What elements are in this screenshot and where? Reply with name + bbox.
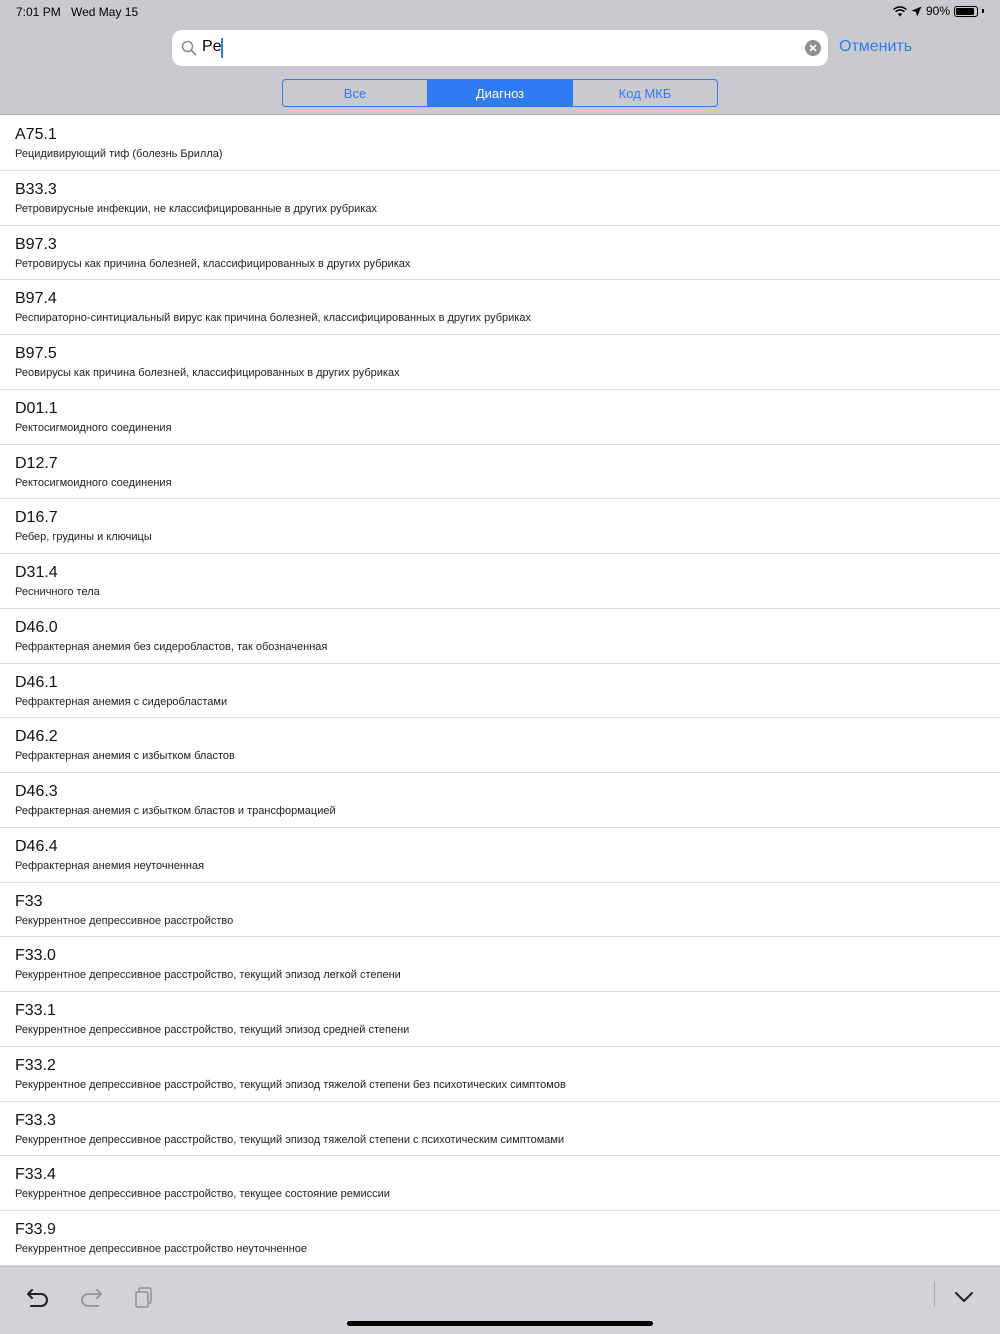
diagnosis-description: Ребер, грудины и ключицы [15, 531, 152, 544]
filter-segmented-control [282, 79, 718, 107]
search-icon [180, 39, 198, 57]
diagnosis-description: Рекуррентное депрессивное расстройство, текущий эпизод легкой степени [15, 969, 401, 982]
icd-code: F33.0 [15, 947, 56, 965]
list-item[interactable] [0, 937, 1000, 992]
paste-icon [133, 1285, 155, 1309]
list-item[interactable] [0, 171, 1000, 226]
list-item[interactable] [0, 554, 1000, 609]
paste-button[interactable] [130, 1283, 158, 1311]
diagnosis-description: Рекуррентное депрессивное расстройство, текущий эпизод тяжелой степени с психотическим симптомами [15, 1133, 565, 1146]
toolbar-divider [934, 1281, 935, 1307]
diagnosis-description: Ректосигмоидного соединения [15, 421, 172, 434]
icd-code: F33.4 [15, 1166, 56, 1184]
diagnosis-description: Рецидивирующий тиф (болезнь Брилла) [15, 148, 223, 160]
list-item[interactable] [0, 1102, 1000, 1157]
list-item[interactable] [0, 718, 1000, 773]
diagnosis-description: Рекуррентное депрессивное расстройство, текущий эпизод тяжелой степени без психотических симптомов [15, 1078, 566, 1091]
diagnosis-description: Ретровирусы как причина болезней, классифицированных в других рубриках [15, 257, 411, 270]
icd-code: F33 [15, 892, 43, 910]
home-indicator [347, 1321, 653, 1326]
list-item[interactable] [0, 226, 1000, 281]
list-item[interactable] [0, 828, 1000, 883]
icd-code: B33.3 [15, 180, 57, 198]
search-field[interactable] [172, 30, 828, 66]
icd-code: B97.5 [15, 345, 57, 362]
icd-code: B97.3 [15, 235, 57, 253]
segment-diagnosis[interactable]: Диагноз [428, 80, 573, 106]
list-item[interactable] [0, 883, 1000, 938]
text-caret [221, 38, 223, 58]
icd-code: D46.0 [15, 618, 58, 636]
chevron-down-icon [953, 1290, 975, 1304]
icd-code: F33.9 [15, 1221, 56, 1238]
list-item[interactable] [0, 609, 1000, 664]
list-item[interactable] [0, 335, 1000, 390]
diagnosis-description: Рекуррентное депрессивное расстройство неуточненное [15, 1243, 307, 1255]
diagnosis-description: Рефрактерная анемия с избытком бластов [15, 750, 235, 763]
list-item[interactable] [0, 1156, 1000, 1211]
undo-icon [25, 1285, 51, 1309]
diagnosis-description: Рекуррентное депрессивное расстройство, текущий эпизод средней степени [15, 1024, 410, 1036]
diagnosis-description: Рефрактерная анемия неуточненная [15, 859, 205, 872]
icd-code: F33.3 [15, 1111, 56, 1129]
icd-code: D12.7 [15, 454, 58, 472]
icd-code: F33.2 [15, 1056, 56, 1074]
location-icon [911, 6, 922, 17]
icd-code: D01.1 [15, 399, 58, 417]
diagnosis-description: Рекуррентное депрессивное расстройство, текущее состояние ремиссии [15, 1188, 390, 1201]
status-time: 7:01 PM [16, 5, 61, 19]
list-item[interactable] [0, 1047, 1000, 1102]
icd-code: D46.4 [15, 837, 58, 855]
icd-code: A75.1 [15, 126, 57, 143]
icd-code: D16.7 [15, 509, 58, 527]
redo-icon [78, 1285, 104, 1309]
diagnosis-description: Респираторно-синтициальный вирус как причина болезней, классифицированных в других рубриках [15, 312, 531, 325]
diagnosis-description: Реовирусы как причина болезней, классифицированных в других рубриках [15, 367, 400, 379]
list-item[interactable] [0, 445, 1000, 500]
icd-code: D46.1 [15, 673, 58, 691]
icd-code: D31.4 [15, 564, 58, 581]
cancel-button[interactable]: Отменить [839, 38, 913, 55]
diagnosis-description: Ретровирусные инфекции, не классифицированные в других рубриках [15, 202, 377, 215]
close-icon [809, 44, 817, 52]
battery-icon [954, 6, 978, 17]
list-item[interactable] [0, 664, 1000, 719]
list-item[interactable] [0, 390, 1000, 445]
battery-tip [982, 9, 984, 13]
icd-code: B97.4 [15, 290, 57, 308]
list-item[interactable] [0, 992, 1000, 1047]
diagnosis-description: Ресничного тела [15, 586, 100, 598]
segment-icd-code[interactable]: Код МКБ [618, 85, 672, 101]
icd-code: F33.1 [15, 1002, 56, 1019]
undo-button[interactable] [24, 1283, 52, 1311]
search-input[interactable] [202, 38, 782, 56]
diagnosis-description: Рефрактерная анемия с избытком бластов и трансформацией [15, 805, 336, 817]
clear-search-button[interactable] [805, 40, 821, 56]
diagnosis-description: Рефрактерная анемия без сидеробластов, так обозначенная [15, 640, 328, 653]
segment-all[interactable]: Все [283, 80, 428, 106]
redo-button[interactable] [77, 1283, 105, 1311]
list-item[interactable] [0, 773, 1000, 828]
dismiss-keyboard-button[interactable] [950, 1283, 978, 1311]
list-item[interactable] [0, 116, 1000, 171]
diagnosis-description: Рекуррентное депрессивное расстройство [15, 914, 234, 927]
list-item[interactable] [0, 280, 1000, 335]
battery-percent: 90% [925, 4, 950, 18]
list-item[interactable] [0, 499, 1000, 554]
diagnosis-description: Ректосигмоидного соединения [15, 476, 172, 489]
results-list [0, 116, 1000, 1266]
battery-fill [956, 8, 974, 15]
icd-code: D46.3 [15, 783, 58, 800]
status-indicators [893, 4, 984, 18]
wifi-icon [893, 6, 907, 17]
list-item[interactable] [0, 1211, 1000, 1266]
search-header [0, 0, 1000, 115]
status-bar [0, 0, 1000, 24]
diagnosis-description: Рефрактерная анемия с сидеробластами [15, 695, 228, 708]
icd-code: D46.2 [15, 728, 58, 746]
status-date: Wed May 15 [71, 5, 139, 19]
